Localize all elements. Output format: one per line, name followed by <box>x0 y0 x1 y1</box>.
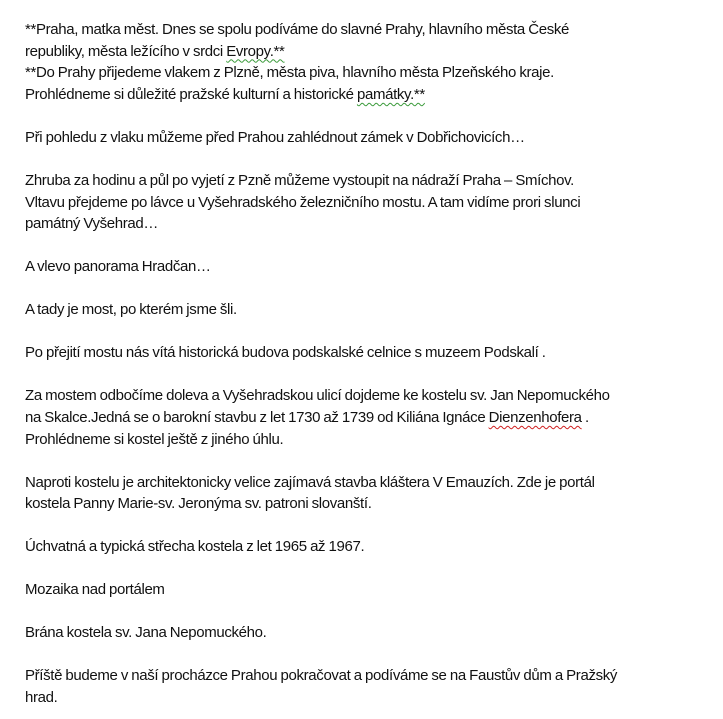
line-text: Zhruba za hodinu a půl po vyjetí z Pzně můžeme vystoupit na nádraží Praha – Smíchov. <box>25 172 574 190</box>
blank-line <box>25 558 617 579</box>
text-line <box>25 84 617 106</box>
text-line <box>25 299 617 321</box>
line-text: Prohlédneme si důležité pražské kulturní a historické <box>25 86 357 104</box>
text-line <box>25 579 617 601</box>
blank-line <box>25 106 617 127</box>
line-text: republiky, města ležícího v srdci <box>25 42 227 60</box>
line-text: památný Vyšehrad… <box>25 215 159 233</box>
text-line <box>25 192 617 214</box>
spelling-flagged-text[interactable]: Dienzenhofera <box>488 409 582 427</box>
line-text: Příště budeme v naší procházce Prahou pokračovat a podíváme se na Faustův dům a Pražský <box>25 667 618 685</box>
line-text: . <box>581 409 589 427</box>
line-text: Mozaika nad portálem <box>25 581 165 599</box>
blank-line <box>25 450 617 471</box>
text-line <box>25 19 617 41</box>
text-line <box>25 41 617 63</box>
line-text: Při pohledu z vlaku můžeme před Prahou zahlédnout zámek v Dobřichovicích… <box>25 129 525 147</box>
grammar-flagged-text[interactable]: památky.** <box>356 86 425 104</box>
text-line <box>25 493 617 515</box>
blank-line <box>25 278 617 299</box>
blank-line <box>25 644 617 665</box>
line-text: Po přejití mostu nás vítá historická budova podskalské celnice s muzeem Podskalí . <box>25 344 546 362</box>
blank-line <box>25 321 617 342</box>
text-line <box>25 127 617 149</box>
line-text: **Do Prahy přijedeme vlakem z Plzně, města piva, hlavního města Plzeňského kraje. <box>25 64 554 82</box>
line-text: Naproti kostelu je architektonicky velice zajímavá stavba kláštera V Emauzích. Zde je portál <box>25 473 595 491</box>
line-text: Brána kostela sv. Jana Nepomuckého. <box>25 624 267 642</box>
text-line <box>25 170 617 192</box>
text-line <box>25 62 617 84</box>
text-line <box>25 342 617 364</box>
text-line <box>25 407 617 429</box>
text-line <box>25 213 617 235</box>
blank-line <box>25 601 617 622</box>
grammar-flagged-text[interactable]: Evropy.** <box>226 42 285 60</box>
text-line <box>25 256 617 278</box>
text-line <box>25 536 617 558</box>
line-text: hrad. <box>25 689 58 707</box>
line-text: na Skalce.Jedná se o barokní stavbu z let 1730 až 1739 od Kiliána Ignáce <box>25 409 489 427</box>
line-text: A vlevo panorama Hradčan… <box>25 258 211 276</box>
blank-line <box>25 364 617 385</box>
line-text: kostela Panny Marie-sv. Jeronýma sv. patroni slovanští. <box>25 495 372 513</box>
line-text: A tady je most, po kterém jsme šli. <box>25 301 237 319</box>
line-text: Za mostem odbočíme doleva a Vyšehradskou ulicí dojdeme ke kostelu sv. Jan Nepomuckého <box>25 387 610 405</box>
line-text: Úchvatná a typická střecha kostela z let 1965 až 1967. <box>25 538 365 556</box>
line-text: Prohlédneme si kostel ještě z jiného úhlu. <box>25 430 284 448</box>
text-line <box>25 622 617 644</box>
document-body[interactable] <box>25 19 617 709</box>
text-line <box>25 472 617 494</box>
text-line <box>25 687 617 709</box>
blank-line <box>25 235 617 256</box>
text-line <box>25 429 617 451</box>
text-line <box>25 385 617 407</box>
line-text: Vltavu přejdeme po lávce u Vyšehradského železničního mostu. A tam vidíme prori slunci <box>25 193 581 211</box>
blank-line <box>25 515 617 536</box>
line-text: **Praha, matka měst. Dnes se spolu podíváme do slavné Prahy, hlavního města České <box>25 21 570 38</box>
text-line <box>25 665 617 687</box>
blank-line <box>25 149 617 170</box>
